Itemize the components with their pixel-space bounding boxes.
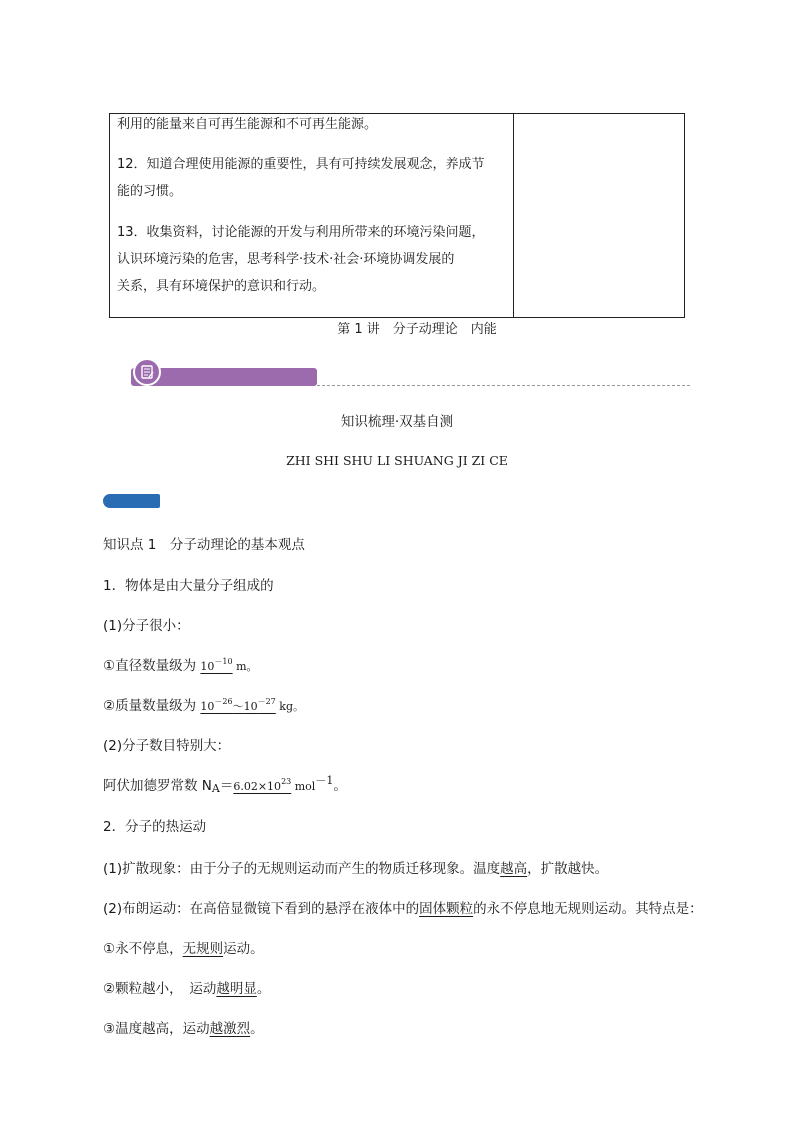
table-row-3-line-2: 认识环境污染的危害，思考科学·技术·社会·环境协调发展的 [117,252,455,267]
table-row-2-line-1: 12．知道合理使用能源的重要性，具有可持续发展观念，养成节 [117,157,485,172]
brownian-line: (2)布朗运动：在高倍显微镜下看到的悬浮在液体中的固体颗粒的永不停息地无规则运动。其特点是： [103,901,703,917]
feature-1-answer: 无规则 [182,941,224,957]
section-pinyin: ZHI SHI SHU LI SHUANG JI ZI CE [286,453,508,468]
heading-2: 2．分子的热运动 [103,819,207,835]
standards-table [109,113,685,318]
banner-dashed-line [317,385,690,386]
brownian-answer: 固体颗粒 [419,901,474,917]
avogadro-line: 阿伏加德罗常数 $N_A=6.02\times 10^{23}$ mol$^{-1}$。 [103,774,347,795]
subheading-1: (1)分子很小： [103,618,190,634]
heading-1: 1．物体是由大量分子组成的 [103,578,274,594]
diameter-line: ①直径数量级为 $10^{-10}$ m。 [103,657,258,674]
table-column-divider [513,114,514,317]
feature-1: ①永不停息，无规则运动。 [103,941,264,957]
diffusion-line: (1)扩散现象：由于分子的无规则运动而产生的物质迁移现象。温度越高，扩散越快。 [103,861,609,877]
subheading-2: (2)分子数目特别大： [103,738,231,754]
table-row-3-line-3: 关系，具有环境保护的意识和行动。 [117,279,326,294]
knowledge-tag [103,494,160,508]
feature-2: ②颗粒越小， 运动越明显。 [103,981,271,997]
feature-2-answer: 越明显 [216,981,257,997]
table-row-3-line-1: 13．收集资料，讨论能源的开发与利用所带来的环境污染问题， [117,225,485,240]
section-heading: 知识梳理·双基自测 [340,414,454,430]
diffusion-answer: 越高 [500,861,528,877]
mass-line: ②质量数量级为 $10^{-26}\sim 10^{-27}$ kg。 [103,697,304,714]
diameter-value: $10^{-10}$ [200,657,233,673]
knowledge-point-1: 知识点 1 分子动理论的基本观点 [103,537,305,553]
table-row-1: 利用的能量来自可再生能源和不可再生能源。 [117,117,378,132]
avogadro-value: $6.02\times 10^{23}$ [233,777,292,793]
feature-3: ③温度越高，运动越激烈。 [103,1021,264,1037]
lecture-title: 第 1 讲 分子动理论 内能 [337,322,497,337]
mass-value: $10^{-26}\sim 10^{-27}$ [200,697,276,713]
feature-3-answer: 越激烈 [209,1021,251,1037]
notebook-icon [133,358,161,386]
table-row-2-line-2: 能的习惯。 [117,184,183,199]
